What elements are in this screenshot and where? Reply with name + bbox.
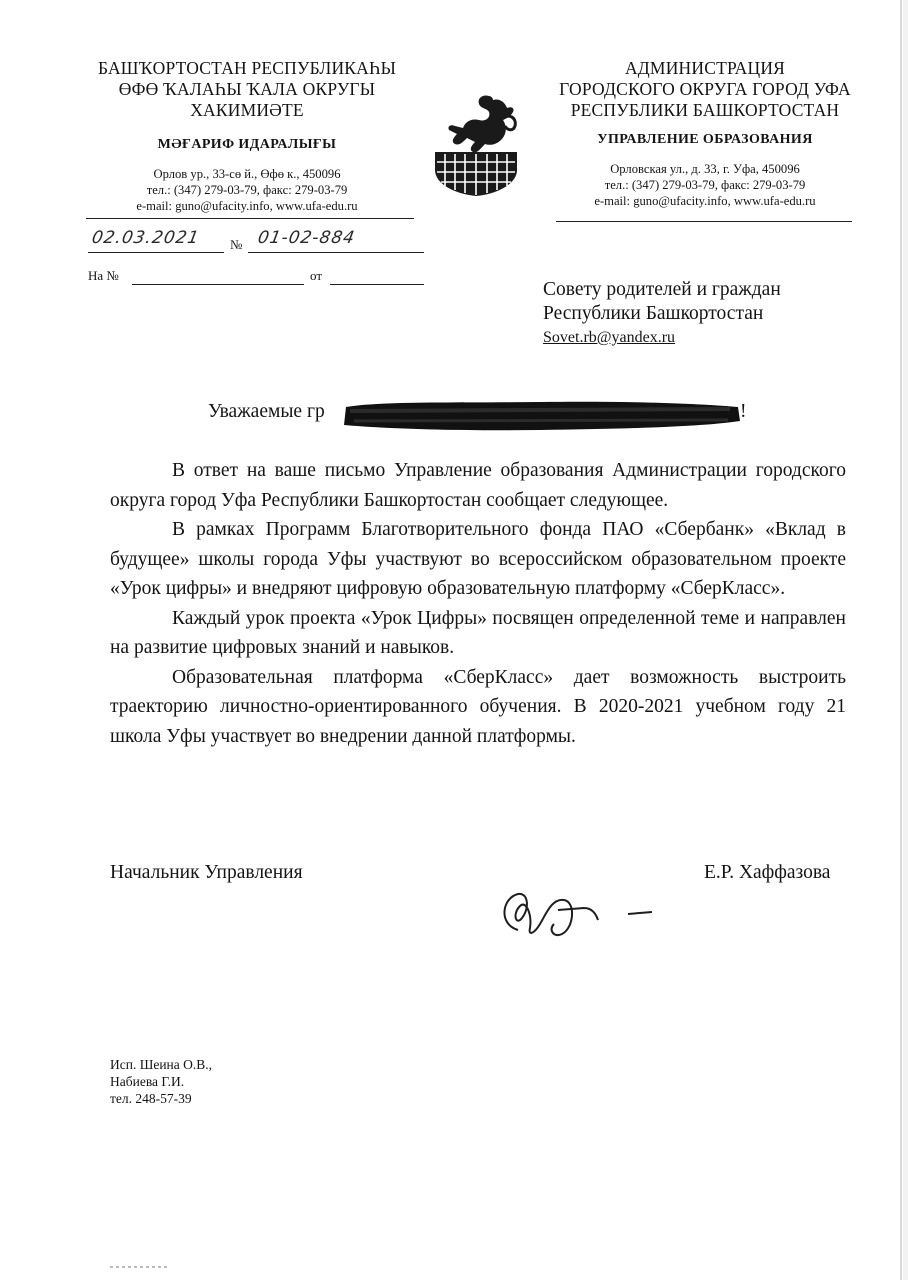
header-left-address (82, 167, 412, 214)
date-underline (88, 252, 224, 253)
executor-phone: тел. 248-57-39 (110, 1091, 192, 1106)
header-left-line1: БАШҠОРТОСТАН РЕСПУБЛИКАҺЫ (97, 58, 397, 78)
registration-date: 02.03.2021 (90, 228, 202, 248)
registration-number: 01-02-884 (256, 228, 357, 248)
header-right-rule (556, 221, 852, 222)
header-left-line3: ХАКИМИӘТЕ (190, 100, 304, 120)
handwritten-signature (488, 884, 658, 944)
header-right-phone: тел.: (347) 279-03-79, факс: 279-03-79 (604, 177, 806, 192)
header-right-line2: ГОРОДСКОГО ОКРУГА ГОРОД УФА (559, 79, 851, 99)
salutation-end: ! (740, 401, 747, 422)
redaction-mark (340, 397, 742, 435)
addressee-block (543, 278, 781, 350)
header-left-line2: ӨФӨ ҠАЛАҺЫ ҠАЛА ОКРУГЫ (118, 79, 376, 99)
header-left (82, 58, 412, 214)
number-sign: № (230, 237, 243, 252)
header-right-street: Орловская ул., д. 33, г. Уфа, 450096 (610, 162, 800, 176)
body-paragraph-1: В ответ на ваше письмо Управление образования Администрации городского округа город Уфа Республики Башкортостан сообщает следующее. (110, 460, 846, 511)
letter-body (110, 456, 846, 751)
body-paragraph-4: Образовательная платформа «СберКласс» дает возможность выстроить траекторию личностно-ориентированного обучения. В 2020-2021 учебном году 21 школа Уфы участвует во внедрении данной платформы. (110, 666, 846, 747)
header-right-line1: АДМИНИСТРАЦИЯ (624, 58, 786, 78)
addressee-line1: Совету родителей и граждан (543, 279, 781, 300)
header-right-line3: РЕСПУБЛИКИ БАШКОРТОСТАН (570, 100, 840, 120)
reply-reference-line (88, 268, 428, 290)
header-left-department: МӘҒАРИФ ИДАРАЛЫҒЫ (157, 137, 337, 152)
from-label: от (310, 268, 323, 283)
header-left-email: e-mail: guno@ufacity.info, www.ufa-edu.ru (136, 198, 358, 213)
header-right-department: УПРАВЛЕНИЕ ОБРАЗОВАНИЯ (597, 132, 813, 147)
executor-line1: Исп. Шеина О.В., (110, 1057, 213, 1072)
in-reply-underline (132, 284, 304, 285)
registration-line (88, 228, 424, 256)
header-left-street: Орлов ур., 33-сө й., Өфө к., 450096 (153, 167, 341, 181)
body-paragraph-2: В рамках Программ Благотворительного фонда ПАО «Сбербанк» «Вклад в будущее» школы города Уфы участвуют во всероссийском образовательном проекте «Урок цифры» и внедряют цифровую образовательную платформу «СберКласс». (110, 519, 846, 599)
executor-line2: Набиева Г.И. (110, 1074, 185, 1089)
executors-block (110, 1056, 212, 1107)
from-underline (330, 284, 424, 285)
scan-edge-line (900, 0, 902, 1280)
ufa-coat-of-arms-icon (431, 90, 521, 198)
header-right-address (550, 162, 860, 209)
addressee-email-link[interactable]: Sovet.rb@yandex.ru (543, 329, 676, 346)
number-underline (248, 252, 424, 253)
body-paragraph-3: Каждый урок проекта «Урок Цифры» посвящен определенной теме и направлен на развитие цифровых знаний и навыков. (110, 607, 846, 658)
in-reply-label: На № (88, 268, 119, 283)
scan-edge-shadow (903, 0, 908, 1280)
salutation-start: Уважаемые гр (208, 401, 325, 422)
header-right (550, 58, 860, 209)
scan-footer-artifact (110, 1266, 170, 1268)
header-left-rule (86, 218, 414, 219)
signatory-name: Е.Р. Хаффазова (704, 862, 831, 883)
signatory-role: Начальник Управления (110, 862, 303, 883)
header-left-phone: тел.: (347) 279-03-79, факс: 279-03-79 (146, 182, 348, 197)
header-right-email: e-mail: guno@ufacity.info, www.ufa-edu.ru (594, 193, 816, 208)
addressee-line2: Республики Башкортостан (543, 303, 764, 324)
